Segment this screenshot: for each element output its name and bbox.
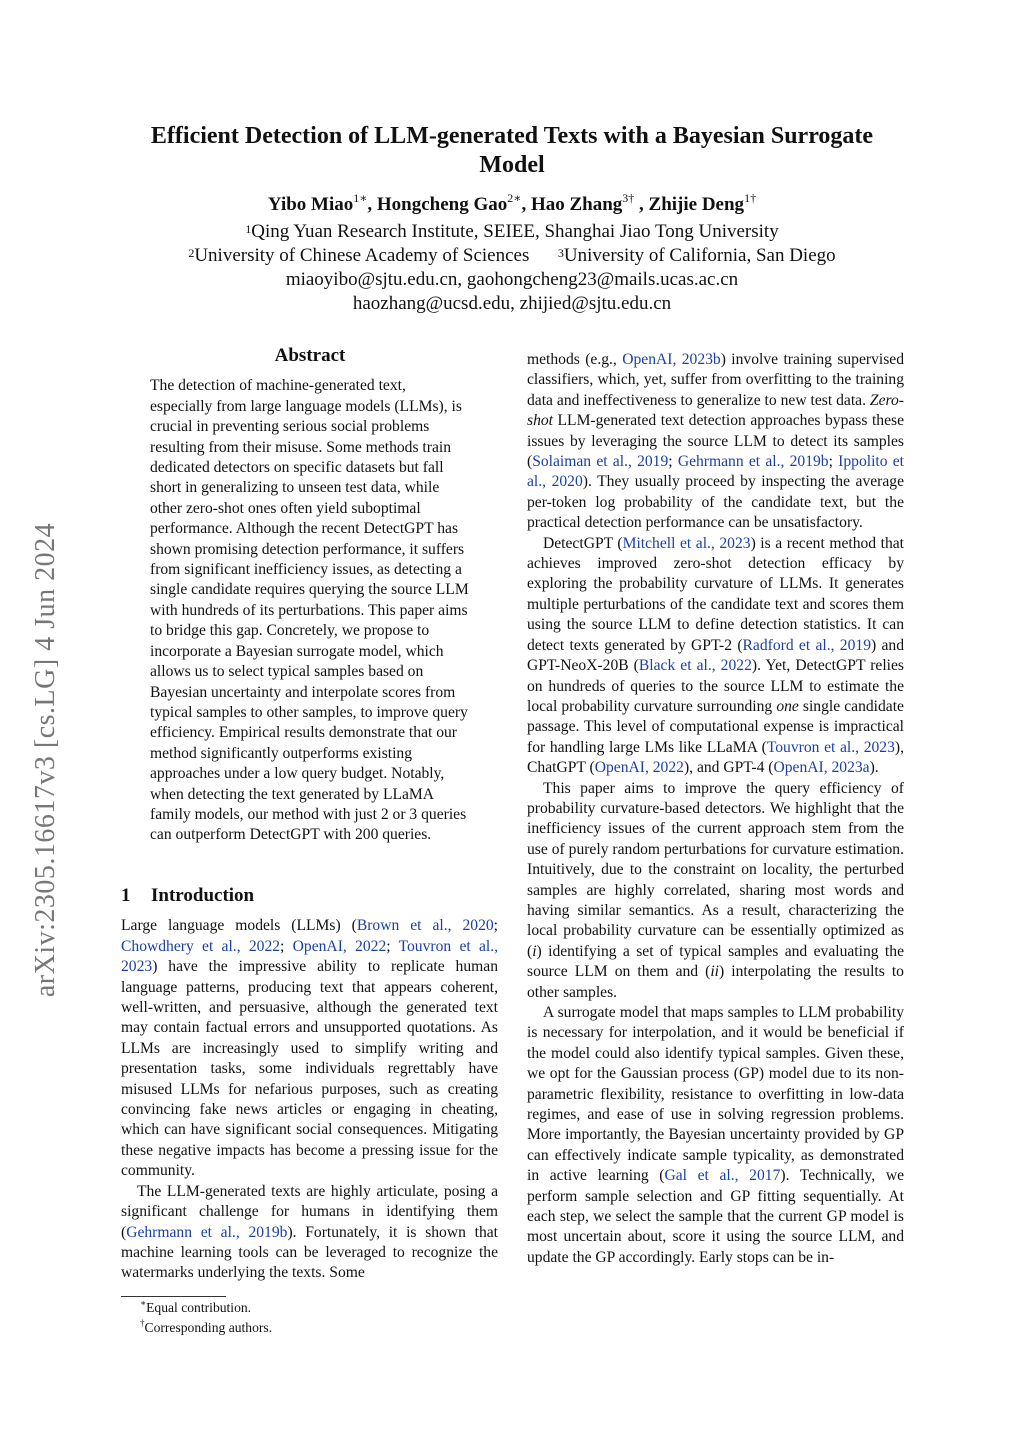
author-mark: 1† [744, 191, 757, 205]
text-run: ) and GPT-NeoX-20B ( [527, 636, 904, 675]
text-run: ). They usually proceed by inspecting the average per-token log probability of the candidate text, but the practical detection performance can be unsatisfactory. [527, 473, 904, 532]
abstract-section [150, 346, 470, 846]
author-list: Yibo Miao$^{1∗}$, Hongcheng Gao$^{2∗}$, Hao Zhang$^{3\dagger}$ , Zhijie Deng$^{1\dagger}$ [267, 191, 757, 215]
text-run: ; [386, 937, 399, 955]
text-run: ; [668, 453, 678, 471]
paragraph [121, 1182, 498, 1284]
paragraph [527, 534, 904, 779]
citation-link[interactable]: OpenAI, 2022 [594, 759, 684, 777]
citation-link[interactable]: Gehrmann et al., 2019b [677, 453, 829, 471]
citation-link[interactable]: Gehrmann et al., 2019b [126, 1223, 288, 1241]
text-run: ). Yet, DetectGPT relies on hundreds of queries to the source LLM to estimate the local probability curvature surrounding [527, 657, 904, 715]
text-run: ). Technically, we perform sample selection and GP fitting sequentially. At each step, we select the sample that the current GP model is most uncertain about, score it using the source LLM, and update the GP accordingly. Early stops can be in- [527, 1167, 904, 1266]
author-name: Hao Zhang [530, 194, 623, 215]
text-run: Large language models (LLMs) ( [121, 917, 357, 935]
citation-link[interactable]: Radford et al., 2019 [742, 636, 871, 654]
text-run: ; [280, 937, 293, 955]
footnote-rule [121, 1296, 226, 1297]
author-mark: 2∗ [507, 191, 522, 205]
author-mark: 1∗ [353, 191, 368, 205]
italic-text: ii [710, 963, 720, 981]
author-name: Zhijie Deng [648, 194, 745, 215]
arxiv-id: arXiv:2305.16617v3 [cs.LG] 4 Jun 2024 [30, 522, 61, 998]
text-run: ) is a recent method that achieves improved zero-shot detection efficacy by exploring the probability curvature of LLMs. It generates multiple perturbations of the candidate text and scores them using the source LLM to define detection statistics. It can detect texts generated by GPT-2 ( [527, 534, 905, 654]
citation-link[interactable]: Chowdhery et al., 2022 [121, 937, 281, 955]
citation-link[interactable]: OpenAI, 2023a [773, 759, 870, 777]
right-column [527, 350, 904, 1268]
text-run: ; [828, 453, 839, 471]
emails-line-1: miaoyibo@sjtu.edu.cn, gaohongcheng23@mails.ucas.ac.cn [285, 269, 739, 290]
footnote: ∗Equal contribution. [140, 1298, 252, 1315]
section-number: 1 [121, 885, 131, 906]
paper-title: Efficient Detection of LLM-generated Texts with a Bayesian Surrogate Model [150, 123, 874, 178]
text-run: ) identifying a set of typical samples and evaluating the source LLM on them and ( [527, 942, 904, 981]
text-run: ) have the impressive ability to replicate human language patterns, producing text that appears coherent, well-written, and persuasive, although the generated text may contain factual errors and unsupported quotations. As LLMs are increasingly used to simplify writing and presentation tasks, some individuals regrettably have misused LLMs for nefarious purposes, such as creating convincing fake news articles or engaging in cheating, which can have significant social consequences. Mitigating these negative impacts has become a pressing issue for the community. [121, 958, 498, 1180]
paragraph [527, 1003, 904, 1268]
introduction-section [121, 886, 498, 1284]
italic-text: one [776, 697, 799, 715]
italic-text: Zero-shot [527, 391, 904, 430]
citation-link[interactable]: Touvron et al., 2023 [766, 738, 895, 756]
arxiv-sidebar-stamp [22, 460, 70, 1060]
citation-link[interactable]: OpenAI, 2022 [292, 937, 387, 955]
citation-link[interactable]: Gal et al., 2017 [664, 1167, 781, 1185]
affiliation-1: $^1$Qing Yuan Research Institute, SEIEE, Shanghai Jiao Tong University [245, 221, 779, 242]
abstract-text: The detection of machine-generated text, especially from large language models (LLMs), is crucial in preventing serious social problems resulting from their misuse. Some methods train dedicated detectors on specific datasets but fall short in generalizing to unseen test data, while other zero-shot ones often yield suboptimal performance. Although the recent DetectGPT has shown promising detection performance, it suffers from significant inefficiency issues, as detecting a single candidate requires querying the source LLM with hundreds of its perturbations. This paper aims to bridge this gap. Concretely, we propose to incorporate a Bayesian surrogate model, which allows us to select typical samples based on Bayesian uncertainty and interpolate scores from typical samples to other samples, to improve query efficiency. Empirical results demonstrate that our method significantly outperforms existing approaches under a low query budget. Notably, when detecting the text generated by LLaMA family models, our method with just 2 or 3 queries can outperform DetectGPT with 200 queries. [150, 377, 469, 844]
abstract-heading: Abstract [274, 345, 346, 366]
author-name: Hongcheng Gao [376, 194, 508, 215]
text-run: methods (e.g., [527, 351, 623, 368]
text-run: LLM-generated text detection approaches bypass these issues by leveraging the source LLM to detect its samples ( [527, 412, 904, 471]
paragraph [121, 916, 498, 1181]
italic-text: i [532, 942, 537, 960]
text-run: ). [869, 759, 879, 777]
footnote: †Corresponding authors. [140, 1318, 273, 1335]
citation-link[interactable]: Ippolito et al., 2020 [527, 453, 905, 491]
paragraph [527, 350, 904, 534]
text-run: ), and GPT-4 ( [683, 759, 774, 777]
citation-link[interactable]: Black et al., 2022 [638, 657, 752, 675]
text-run: ). Fortunately, it is shown that machine learning tools can be leveraged to recognize the watermarks underlying the texts. Some [121, 1223, 499, 1282]
emails-line-2: haozhang@ucsd.edu, zhijied@sjtu.edu.cn [352, 293, 672, 314]
text-run: The LLM-generated texts are highly articulate, posing a significant challenge for humans in identifying them ( [121, 1182, 498, 1241]
text-run: A surrogate model that maps samples to LLM probability is necessary for interpolation, and it would be beneficial if the model could also identify typical samples. Given these, we opt for the Gaussian process (GP) model due to its non-parametric flexibility, resistance to overfitting in low-data regimes, and ease of use in solving regression problems. More importantly, the Bayesian uncertainty provided by GP can effectively indicate sample typicality, as demonstrated in active learning ( [527, 1004, 904, 1185]
author-mark: 3† [622, 191, 635, 205]
text-run: single candidate passage. This level of computational expense is impractical for handling large LMs like LLaMA ( [527, 697, 904, 756]
text-run: ), ChatGPT ( [527, 738, 904, 777]
citation-link[interactable]: Mitchell et al., 2023 [622, 534, 751, 552]
text-run: ; [493, 917, 499, 935]
citation-link[interactable]: OpenAI, 2023b [622, 351, 721, 368]
section-heading [121, 886, 498, 906]
section-title: Introduction [151, 885, 255, 906]
text-run: ) interpolating the results to other samples. [527, 963, 904, 1001]
citation-link[interactable]: Solaiman et al., 2019 [532, 453, 669, 471]
paragraph [527, 779, 904, 1003]
text-run: DetectGPT ( [543, 534, 623, 552]
citation-link[interactable]: Brown et al., 2020 [356, 917, 494, 935]
text-run: ) involve training supervised classifiers, which, yet, suffer from overfitting to the training data and ineffectiveness to generalize to new test data. [527, 351, 905, 409]
affiliation-2-3: $^2$University of Chinese Academy of Sciences $^3$University of California, San Diego [188, 245, 836, 266]
citation-link[interactable]: Touvron et al., 2023 [121, 937, 499, 976]
author-name: Yibo Miao [267, 194, 354, 215]
text-run: This paper aims to improve the query efficiency of probability curvature-based detectors. We highlight that the inefficiency issues of the current approach stem from the use of purely random perturbations for curvature estimation. Intuitively, due to the constraint on locality, the perturbed samples are highly correlated, sharing most words and having similar semantics. As a result, characterizing the local probability curvature can be essentially optimized as ( [527, 779, 904, 960]
